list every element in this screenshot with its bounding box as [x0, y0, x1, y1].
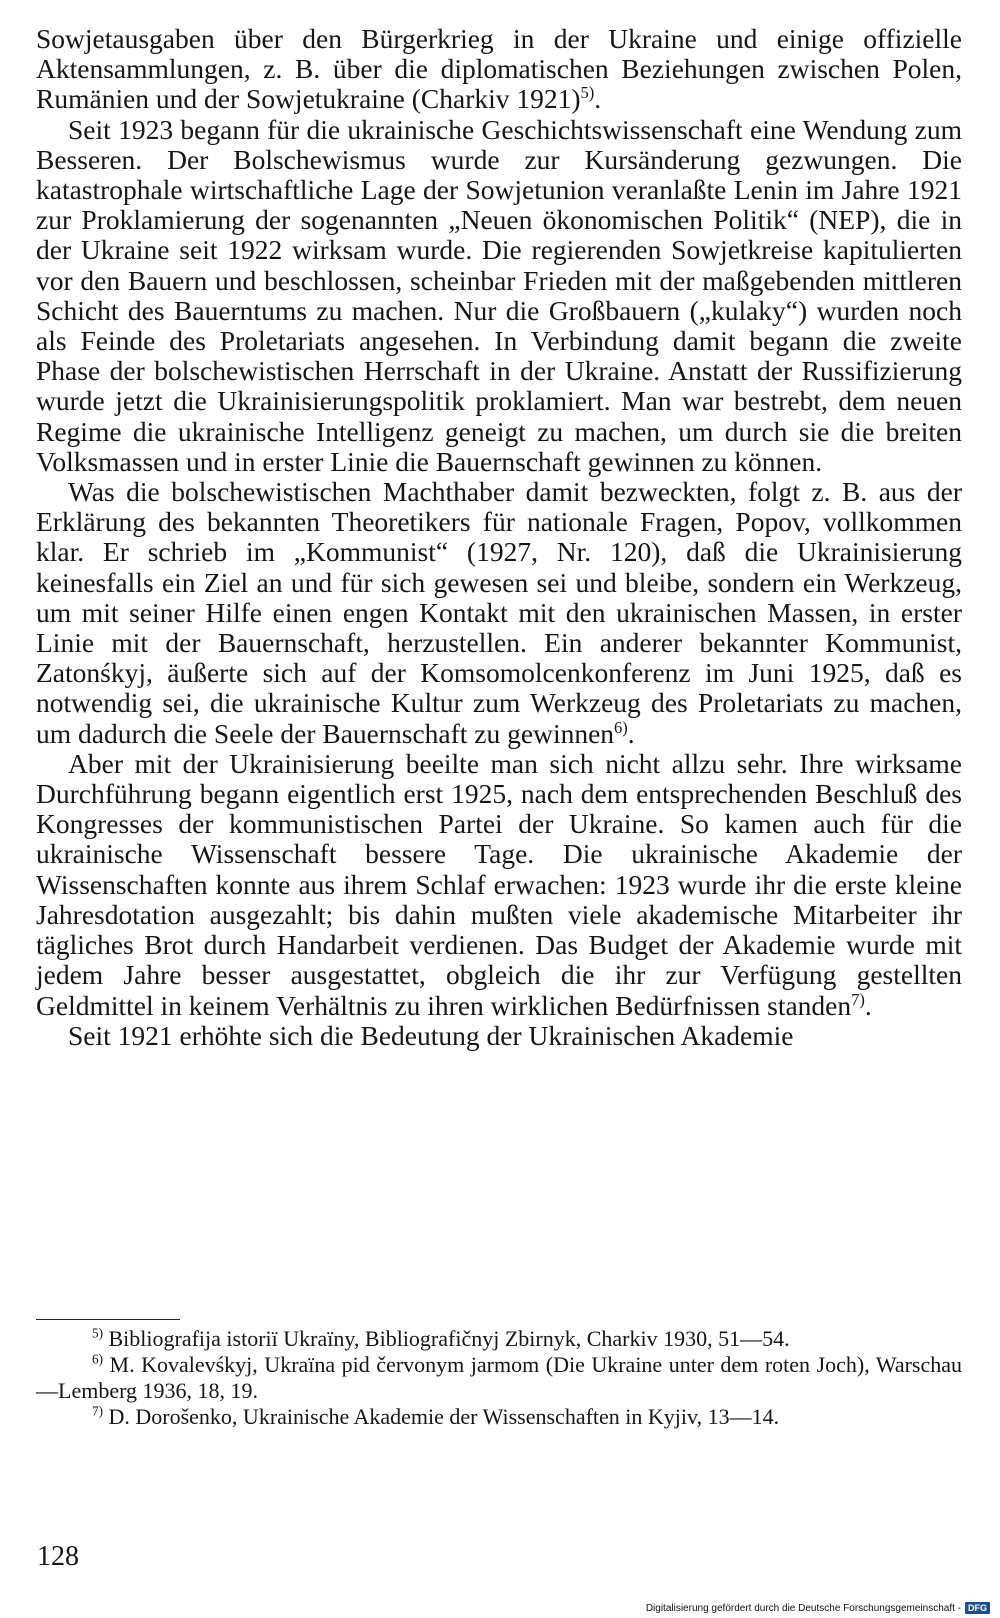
footnote-7: $^{7)}$ D. Dorošenko, Ukrainische Akademie der Wissenschaften in Kyjiv, 13—14.	[92, 1403, 780, 1429]
paragraph-4: Aber mit der Ukrainisierung beeilte man sich nicht allzu sehr. Ihre wirksame Durchführung begann eigentlich erst 1925, nach dem entsprechenden Beschluß des Kongresses der kommunistischen Partei der Ukraine. So kamen auch für die ukrainische Wissenschaft bessere Tage. Die ukrainische Akademie der Wissenschaften konnte aus ihrem Schlaf erwachen: 1923 wurde ihr die erste kleine Jahresdotation ausgezahlt; bis dahin mußten viele akademische Mitarbeiter ihr tägliches Brot durch Handarbeit verdienen. Das Budget der Akademie wurde mit jedem Jahre besser ausgestattet, obgleich die ihr zur Verfügung gestellten Geldmittel in keinem Verhältnis zu ihren wirklichen Bedürfnissen standen$^{7)}$.	[36, 747, 962, 1021]
footnote-ref-7: 7)	[851, 989, 865, 1009]
paragraph-2: Seit 1923 begann für die ukrainische Geschichtswissenschaft eine Wendung zum Besseren. Der Bolschewismus wurde zur Kursänderung gezwungen. Die katastrophale wirtschaftliche Lage der Sowjetunion veranlaßte Lenin im Jahre 1921 zur Proklamierung der sogenannten „Neuen ökonomischen Politik“ (NEP), die in der Ukraine seit 1922 wirksam wurde. Die regierenden Sowjetkreise kapitulierten vor den Bauern und beschlossen, scheinbar Frieden mit der maßgebenden mittleren Schicht des Bauerntums zu machen. Nur die Großbauern („kulaky“) wurden noch als Feinde des Proletariats angesehen. In Verbindung damit begann die zweite Phase der bolschewistischen Herrschaft in der Ukraine. Anstatt der Russifizierung wurde jetzt die Ukrainisierungspolitik proklamiert. Man war bestrebt, dem neuen Regime die ukrainische Intelligenz geneigt zu machen, um durch sie die breiten Volksmassen und in erster Linie die Bauernschaft gewinnen zu können.	[36, 113, 962, 477]
page-number: 128	[37, 1541, 79, 1572]
digitization-text: Digitalisierung gefördert durch die Deutsche Forschungsgemeinschaft -	[645, 1602, 961, 1614]
dfg-logo: DFG	[965, 1602, 990, 1614]
paragraph-5: Seit 1921 erhöhte sich die Bedeutung der Ukrainischen Akademie	[68, 1019, 794, 1051]
footnote-6: $^{6)}$ M. Kovalevśkyj, Ukraïna pid červonym jarmom (Die Ukraine unter dem roten Joch), Warschau—Lemberg 1936, 18, 19.	[36, 1351, 962, 1403]
footnote-ref-5: 5)	[580, 83, 595, 103]
footnote-divider	[36, 1319, 180, 1320]
paragraph-3: Was die bolschewistischen Machthaber damit bezweckten, folgt z. B. aus der Erklärung des bekannten Theoretikers für nationale Fragen, Popov, vollkommen klar. Er schrieb im „Kommunist“ (1927, Nr. 120), daß die Ukrainisierung keinesfalls ein Ziel an und für sich gewesen sei und bleibe, sondern ein Werkzeug, um mit seiner Hilfe einen engen Kontakt mit den ukrainischen Massen, in erster Linie mit der Bauernschaft, herzustellen. Ein anderer bekannter Kommunist, Zatonśkyj, äußerte sich auf der Komsomolcenkonferenz im Juni 1925, daß es notwendig sei, die ukrainische Kultur zum Werkzeug des Proletariats zu machen, um dadurch die Seele der Bauernschaft zu gewinnen$^{6)}$.	[36, 476, 962, 749]
digitization-notice	[646, 1602, 990, 1614]
paragraph-1: Sowjetausgaben über den Bürgerkrieg in der Ukraine und einige offizielle Aktensammlungen, z. B. über die diplomatischen Beziehungen zwischen Polen, Rumänien und der Sowjetukraine (Charkiv 1921)$^{5)}$.	[36, 23, 962, 115]
footnotes	[36, 1326, 962, 1430]
footnote-5: $^{5)}$ Bibliografija istoriï Ukraïny, Bibliografičnyj Zbirnyk, Charkiv 1930, 51—54.	[92, 1325, 790, 1351]
footnote-ref-6: 6)	[614, 717, 628, 737]
body-text	[36, 24, 962, 1051]
